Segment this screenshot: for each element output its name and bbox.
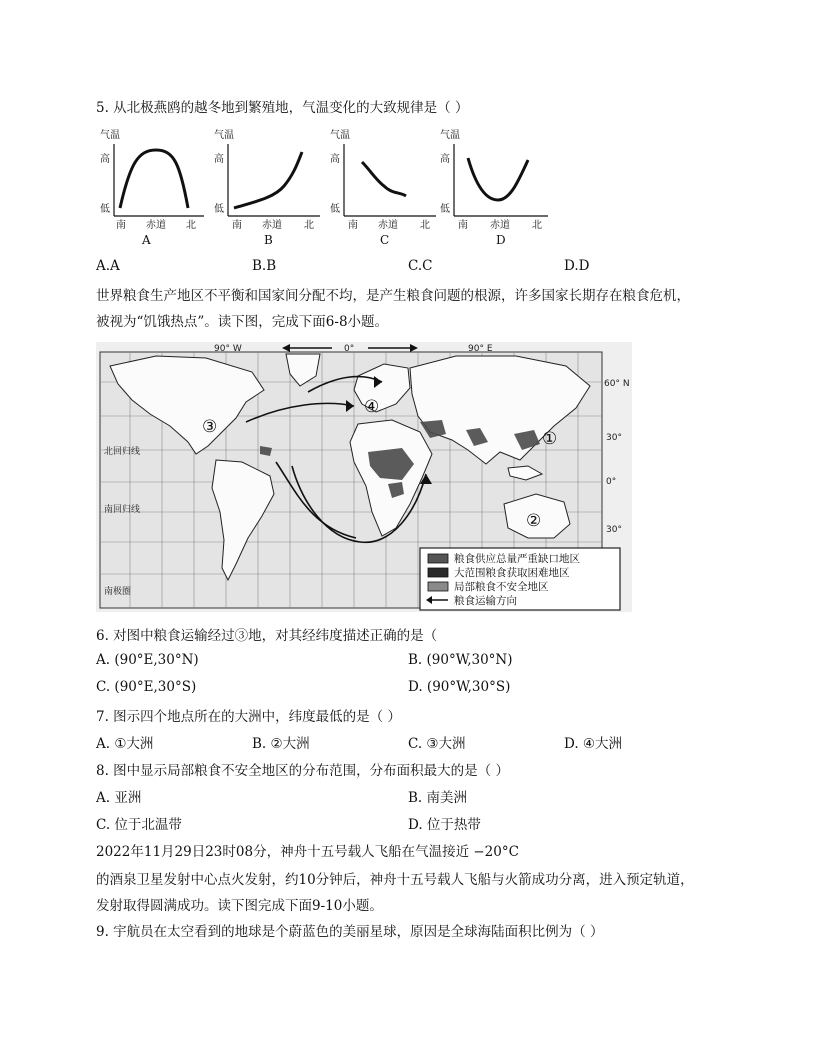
q6-option-d[interactable]: D. (90°W,30°S) [408, 679, 511, 695]
chart-c-x-south: 南 [348, 220, 358, 231]
q7-option-b[interactable]: B. ②大洲 [252, 736, 310, 752]
chart-a-x-south: 南 [116, 220, 126, 231]
q9-stem: 9. 宇航员在太空看到的地球是个蔚蓝色的美丽星球，原因是全球海陆面积比例为（ ） [96, 924, 604, 940]
chart-d-x-south: 南 [458, 220, 468, 231]
q6-option-a[interactable]: A. (90°E,30°N) [96, 652, 199, 668]
map-label-0: 0° [344, 344, 355, 354]
q6-option-b[interactable]: B. (90°W,30°N) [408, 652, 513, 668]
map-label-90w: 90° W [214, 344, 242, 354]
chart-c [330, 124, 442, 252]
legend-severe-shortage: 粮食供应总量严重缺口地区 [454, 553, 580, 565]
chart-b-high: 高 [214, 154, 224, 165]
q5-option-a[interactable]: A.A [96, 258, 120, 274]
map-label-30s: 30° [606, 525, 622, 535]
map-marker-4: ④ [364, 397, 380, 417]
q8-option-b[interactable]: B. 南美洲 [408, 790, 468, 806]
q5-stem: 5. 从北极燕鸥的越冬地到繁殖地，气温变化的大致规律是（ ） [96, 100, 469, 116]
q7-option-c[interactable]: C. ③大洲 [408, 736, 466, 752]
q5-option-c[interactable]: C.C [408, 258, 433, 274]
chart-a-x-north: 北 [186, 220, 196, 231]
chart-d-ylabel: 气温 [440, 130, 460, 141]
map-marker-1: ① [542, 429, 558, 449]
q8-option-c[interactable]: C. 位于北温带 [96, 817, 182, 833]
chart-c-label: C [380, 233, 390, 247]
q5-option-b[interactable]: B.B [252, 258, 277, 274]
intro-9-10-line2: 的酒泉卫星发射中心点火发射，约10分钟后，神舟十五号载人飞船与火箭成功分离，进入预定轨道， [96, 872, 694, 888]
legend-transport-direction: 粮食运输方向 [454, 595, 517, 607]
q8-option-d[interactable]: D. 位于热带 [408, 817, 481, 833]
world-food-map [96, 342, 632, 612]
intro-9-10-line3: 发射取得圆满成功。读下图完成下面9-10小题。 [96, 898, 383, 914]
chart-b-x-south: 南 [232, 220, 242, 231]
chart-b-x-equator: 赤道 [262, 220, 282, 231]
map-marker-2: ② [526, 511, 542, 531]
chart-c-high: 高 [330, 154, 340, 165]
chart-d-high: 高 [440, 154, 450, 165]
chart-d-x-equator: 赤道 [490, 220, 510, 231]
legend-local-insecurity: 局部粮食不安全地区 [454, 581, 549, 593]
chart-d-label: D [496, 233, 506, 247]
chart-c-ylabel: 气温 [330, 130, 350, 141]
chart-a-high: 高 [100, 154, 110, 165]
q8-stem: 8. 图中显示局部粮食不安全地区的分布范围，分布面积最大的是（ ） [96, 763, 509, 779]
chart-b-ylabel: 气温 [214, 130, 234, 141]
map-marker-3: ③ [202, 417, 218, 437]
chart-d-low: 低 [440, 204, 450, 215]
intro-6-8-line2: 被视为“饥饿热点”。读下图，完成下面6-8小题。 [96, 314, 389, 330]
chart-a [100, 124, 212, 252]
chart-c-x-north: 北 [420, 220, 430, 231]
q5-option-d[interactable]: D.D [564, 258, 590, 274]
chart-b [214, 124, 326, 252]
map-label-30n: 30° [606, 433, 622, 443]
chart-c-low: 低 [330, 204, 340, 215]
map-label-antarctic-circle: 南极圈 [104, 587, 132, 597]
q6-stem: 6. 对图中粮食运输经过③地，对其经纬度描述正确的是（ [96, 628, 438, 644]
chart-c-x-equator: 赤道 [378, 220, 398, 231]
chart-a-ylabel: 气温 [100, 130, 120, 141]
map-label-tropic-cancer: 北回归线 [104, 447, 141, 457]
chart-d [440, 124, 552, 252]
map-label-0-lat: 0° [606, 477, 617, 487]
q7-stem: 7. 图示四个地点所在的大洲中，纬度最低的是（ ） [96, 709, 401, 725]
map-label-60n: 60° N [604, 379, 630, 389]
q7-option-a[interactable]: A. ①大洲 [96, 736, 154, 752]
map-label-90e: 90° E [468, 344, 493, 354]
intro-6-8-line1: 世界粮食生产地区不平衡和国家间分配不均，是产生粮食问题的根源，许多国家长期存在粮食危机， [96, 288, 690, 304]
chart-d-x-north: 北 [532, 220, 542, 231]
chart-a-label: A [142, 233, 151, 247]
chart-b-label: B [264, 233, 273, 247]
map-label-tropic-capricorn: 南回归线 [104, 505, 141, 515]
legend-widespread-difficulty: 大范围粮食获取困难地区 [454, 567, 570, 579]
q7-option-d[interactable]: D. ④大洲 [564, 736, 623, 752]
q6-option-c[interactable]: C. (90°E,30°S) [96, 679, 197, 695]
chart-b-x-north: 北 [304, 220, 314, 231]
intro-9-10-line1: 2022年11月29日23时08分，神舟十五号载人飞船在气温接近 −20°C [96, 844, 519, 860]
q8-option-a[interactable]: A. 亚洲 [96, 790, 142, 806]
chart-a-low: 低 [100, 204, 110, 215]
chart-a-x-equator: 赤道 [146, 220, 166, 231]
chart-b-low: 低 [214, 204, 224, 215]
